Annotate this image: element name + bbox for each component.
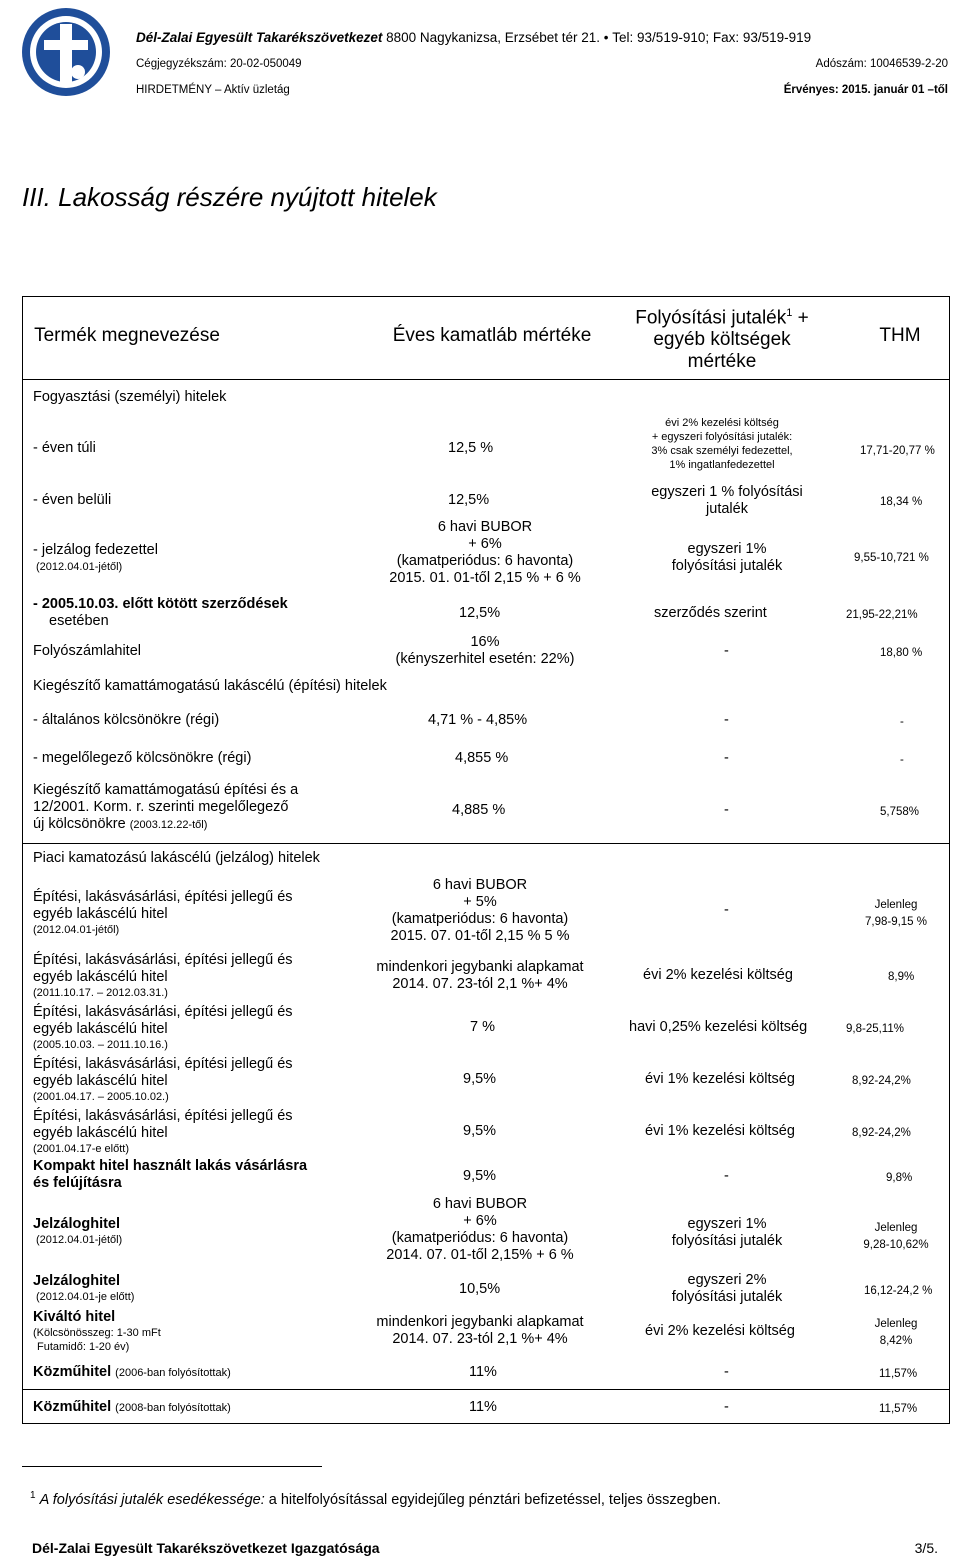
rate-line: 2014. 07. 23-tól 2,1 %+ 4%	[392, 976, 568, 992]
footnote-text: a hitelfolyósítással egyidejűleg pénztári befizetéssel, teljes összegben.	[264, 1491, 721, 1508]
name-line: egyéb lakáscélú hitel	[33, 1125, 168, 1141]
col-header-rate: Éves kamatláb mértéke	[392, 325, 592, 346]
name-line: Építési, lakásvásárlási, építési jellegű és	[33, 889, 293, 905]
row-thm: 17,71-20,77 %	[860, 445, 935, 457]
row-name	[33, 1108, 293, 1156]
company-logo	[20, 6, 112, 98]
phone-fax: Tel: 93/519-910; Fax: 93/519-919	[612, 30, 812, 45]
company-name: Dél-Zalai Egyesült Takarékszövetkezet	[136, 30, 383, 45]
row-name: Folyószámlahitel	[33, 643, 141, 659]
row-note: (Kölcsönösszeg: 1-30 mFt	[33, 1327, 161, 1339]
row-name: - éven belüli	[33, 492, 112, 508]
rate-line: 6 havi BUBOR	[432, 877, 528, 893]
thm-line: Jelenleg	[874, 899, 918, 911]
fee-line: folyósítási jutalék	[671, 1289, 783, 1305]
row-name	[33, 1399, 231, 1416]
fee-line: folyósítási jutalék	[671, 558, 783, 574]
row-name	[33, 1216, 122, 1247]
row-rate: 11%	[469, 1399, 497, 1415]
rate-line: (kényszerhitel esetén: 22%)	[395, 651, 575, 667]
notice-title: HIRDETMÉNY – Aktív üzletág	[136, 84, 290, 96]
section-divider	[22, 843, 950, 844]
row-thm: -	[900, 716, 904, 728]
name-line: Építési, lakásvásárlási, építési jellegű és	[33, 952, 293, 968]
row-thm: 8,92-24,2%	[852, 1075, 911, 1087]
row-name	[33, 782, 298, 833]
row-fee: -	[724, 1364, 729, 1380]
row-rate: 9,5%	[463, 1071, 497, 1087]
row-rate: 12,5%	[448, 492, 490, 508]
row-name: - általános kölcsönökre (régi)	[33, 712, 220, 728]
row-thm: 9,8-25,11%	[846, 1023, 904, 1035]
tax-number: Adószám: 10046539-2-20	[815, 58, 948, 70]
col-header-fee	[612, 302, 832, 373]
name-line: Építési, lakásvásárlási, építési jellegű és	[33, 1108, 293, 1124]
row-rate: 4,855 %	[455, 750, 509, 766]
name-line: és felújításra	[33, 1175, 122, 1191]
row-fee	[612, 1216, 842, 1250]
row-name	[33, 1273, 134, 1304]
thm-line: 8,42%	[879, 1335, 913, 1347]
fee-line: folyósítási jutalék	[671, 1233, 783, 1249]
row-thm	[846, 897, 946, 931]
fee-line: 1% ingatlanfedezettel	[669, 459, 775, 471]
row-name: - éven túli	[33, 440, 96, 456]
row-fee: -	[724, 902, 729, 918]
fee-line: évi 2% kezelési költség	[665, 417, 779, 429]
row-fee: havi 0,25% kezelési költség	[629, 1019, 808, 1035]
row-fee: -	[724, 1168, 729, 1184]
thm-line: Jelenleg	[874, 1222, 918, 1234]
row-note: (2011.10.17. – 2012.03.31.)	[33, 987, 168, 999]
name-line: Közműhitel	[33, 1364, 112, 1380]
rate-line: (kamatperiódus: 6 havonta)	[391, 911, 569, 927]
row-fee: -	[724, 750, 729, 766]
row-fee: évi 2% kezelési költség	[645, 1323, 795, 1339]
row-rate: 7 %	[470, 1019, 495, 1035]
row-rate	[370, 519, 600, 587]
row-thm: 21,95-22,21%	[846, 609, 918, 621]
name-line: Jelzáloghitel	[33, 1273, 121, 1289]
fee-line: jutalék	[706, 501, 748, 517]
rate-line: (kamatperiódus: 6 havonta)	[396, 553, 574, 569]
thm-line: 9,28-10,62%	[863, 1239, 929, 1251]
row-thm: 11,57%	[879, 1403, 918, 1415]
row-fee: évi 1% kezelési költség	[645, 1123, 795, 1139]
row-note: (2008-ban folyósítottak)	[115, 1402, 231, 1414]
rate-line: 6 havi BUBOR	[432, 1196, 528, 1212]
name-line: esetében	[49, 613, 109, 629]
row-divider	[22, 1389, 950, 1390]
row-thm: 18,34 %	[880, 496, 923, 508]
footnote-italic: A folyósítási jutalék esedékessége:	[39, 1491, 265, 1508]
rate-line: + 6%	[468, 536, 502, 552]
row-thm: 16,12-24,2 %	[864, 1285, 933, 1297]
name-line: Kiegészítő kamattámogatású építési és a	[33, 782, 299, 798]
row-rate: 4,71 % - 4,85%	[428, 712, 528, 728]
row-fee: szerződés szerint	[654, 605, 767, 621]
row-note: (2001.04.17. – 2005.10.02.)	[33, 1091, 169, 1103]
rate-line: (kamatperiódus: 6 havonta)	[391, 1230, 569, 1246]
row-rate	[370, 634, 600, 668]
footnote-mark: 1	[30, 1490, 36, 1501]
rate-line: mindenkori jegybanki alapkamat	[376, 959, 584, 975]
section-market: Piaci kamatozású lakáscélú (jelzálog) hitelek	[33, 850, 320, 866]
row-name: - megelőlegező kölcsönökre (régi)	[33, 750, 252, 766]
row-note: (2012.04.01-je előtt)	[36, 1291, 135, 1303]
fee-line: egyszeri 1 % folyósítási	[651, 484, 803, 500]
fee-header-line3: mértéke	[687, 351, 757, 373]
name-line: egyéb lakáscélú hitel	[33, 906, 168, 922]
row-name	[33, 1309, 161, 1354]
name-line: Építési, lakásvásárlási, építési jellegű és	[33, 1056, 293, 1072]
row-note: (2012.04.01-jétől)	[33, 924, 120, 936]
row-rate	[360, 1314, 600, 1348]
fee-header-line1: Folyósítási jutalék	[635, 307, 787, 329]
rate-line: mindenkori jegybanki alapkamat	[376, 1314, 584, 1330]
rate-line: 2015. 01. 01-től 2,15 % + 6 %	[389, 570, 581, 586]
row-rate	[360, 959, 600, 993]
footer-org: Dél-Zalai Egyesült Takarékszövetkezet Igazgatósága	[32, 1540, 380, 1556]
row-thm: 11,57%	[879, 1368, 918, 1380]
row-thm: 9,55-10,721 %	[854, 552, 929, 564]
rate-line: + 6%	[463, 1213, 497, 1229]
fee-block	[612, 416, 832, 472]
rate-line: 2015. 07. 01-től 2,15 % 5 %	[390, 928, 570, 944]
row-fee	[612, 1272, 842, 1306]
row-rate: 4,885 %	[452, 802, 506, 818]
validity-date: Érvényes: 2015. január 01 –től	[783, 84, 948, 96]
row-note: (2006-ban folyósítottak)	[115, 1367, 231, 1379]
row-note: (2012.04.01-jétől)	[36, 1234, 123, 1246]
row-rate: 9,5%	[463, 1168, 497, 1184]
footnote-rule	[22, 1466, 322, 1467]
name-line: 12/2001. Korm. r. szerinti megelőlegező	[33, 799, 289, 815]
fee-header-line2: egyéb költségek	[653, 329, 791, 351]
fee-line: egyszeri 2%	[687, 1272, 767, 1288]
rate-line: 16%	[470, 634, 500, 650]
fee-header-plus: +	[792, 307, 809, 329]
row-name	[33, 889, 293, 937]
row-note: (2005.10.03. – 2011.10.16.)	[33, 1039, 168, 1051]
page-title: III. Lakosság részére nyújtott hitelek	[22, 182, 437, 212]
thm-line: Jelenleg	[874, 1318, 918, 1330]
row-thm	[846, 1316, 946, 1350]
row-thm: 9,8%	[886, 1172, 913, 1184]
footnote	[30, 1490, 721, 1508]
col-header-product: Termék megnevezése	[34, 325, 220, 346]
name-line: Építési, lakásvásárlási, építési jellegű és	[33, 1004, 293, 1020]
fee-line: 3% csak személyi fedezettel,	[651, 445, 793, 457]
row-name	[33, 1158, 307, 1192]
row-thm: 8,92-24,2%	[852, 1127, 911, 1139]
row-rate: 12,5 %	[448, 440, 494, 456]
name-line: egyéb lakáscélú hitel	[33, 969, 168, 985]
row-thm: -	[900, 754, 904, 766]
row-rate: 12,5%	[459, 605, 501, 621]
name-line: egyéb lakáscélú hitel	[33, 1021, 168, 1037]
section-supplementary: Kiegészítő kamattámogatású lakáscélú (építési) hitelek	[33, 678, 387, 694]
row-thm: 8,9%	[888, 971, 915, 983]
row-fee	[612, 484, 842, 518]
name-line: Jelzáloghitel	[33, 1216, 121, 1232]
row-rate	[360, 877, 600, 945]
rate-line: + 5%	[463, 894, 497, 910]
name-line: Közműhitel	[33, 1399, 112, 1415]
name-line: egyéb lakáscélú hitel	[33, 1073, 168, 1089]
row-fee: -	[724, 712, 729, 728]
row-note: (2012.04.01-jétől)	[36, 561, 123, 573]
row-fee: évi 2% kezelési költség	[643, 967, 793, 983]
col-header-thm: THM	[879, 325, 921, 346]
row-fee	[612, 541, 842, 575]
header-line-1	[136, 30, 811, 45]
rate-line: 2014. 07. 23-tól 2,1 %+ 4%	[392, 1331, 568, 1347]
section-consumer: Fogyasztási (személyi) hitelek	[33, 389, 227, 405]
rate-line: 6 havi BUBOR	[437, 519, 533, 535]
name-line: - 2005.10.03. előtt kötött szerződések	[33, 596, 288, 612]
company-address: 8800 Nagykanizsa, Erzsébet tér 21.	[386, 30, 601, 45]
row-fee: -	[724, 1399, 729, 1415]
row-thm	[846, 1220, 946, 1254]
row-rate: 11%	[469, 1364, 497, 1380]
rate-line: 2014. 07. 01-től 2,15% + 6 %	[386, 1247, 574, 1263]
fee-line: egyszeri 1%	[687, 1216, 767, 1232]
name-line: Kompakt hitel használt lakás vásárlásra	[33, 1158, 308, 1174]
row-note: (2001.04.17-e előtt)	[33, 1143, 130, 1155]
bullet: •	[603, 30, 609, 45]
row-fee: évi 1% kezelési költség	[645, 1071, 795, 1087]
row-fee: -	[724, 802, 729, 818]
row-rate	[360, 1196, 600, 1264]
registry-number: Cégjegyzékszám: 20-02-050049	[136, 58, 302, 70]
row-name	[33, 952, 293, 1000]
row-fee: -	[724, 643, 729, 659]
row-name	[33, 1364, 231, 1381]
row-rate: 9,5%	[463, 1123, 497, 1139]
row-name: - jelzálog fedezettel	[33, 542, 158, 558]
row-note: (2003.12.22-től)	[129, 819, 208, 831]
row-note: Futamidő: 1-20 év)	[37, 1341, 130, 1353]
footnote-ref: 1	[786, 307, 793, 319]
row-thm: 18,80 %	[880, 647, 923, 659]
row-rate: 10,5%	[459, 1281, 501, 1297]
row-name	[33, 1004, 293, 1052]
row-thm: 5,758%	[880, 806, 920, 818]
page-number: 3/5.	[914, 1540, 938, 1556]
name-line: Kiváltó hitel	[33, 1309, 116, 1325]
header-divider	[22, 379, 950, 380]
fee-line: + egyszeri folyósítási jutalék:	[651, 431, 793, 443]
fee-line: egyszeri 1%	[687, 541, 767, 557]
name-line: új kölcsönökre	[33, 816, 126, 832]
thm-line: 7,98-9,15 %	[864, 916, 927, 928]
row-name	[33, 1056, 293, 1104]
row-name	[33, 596, 288, 630]
